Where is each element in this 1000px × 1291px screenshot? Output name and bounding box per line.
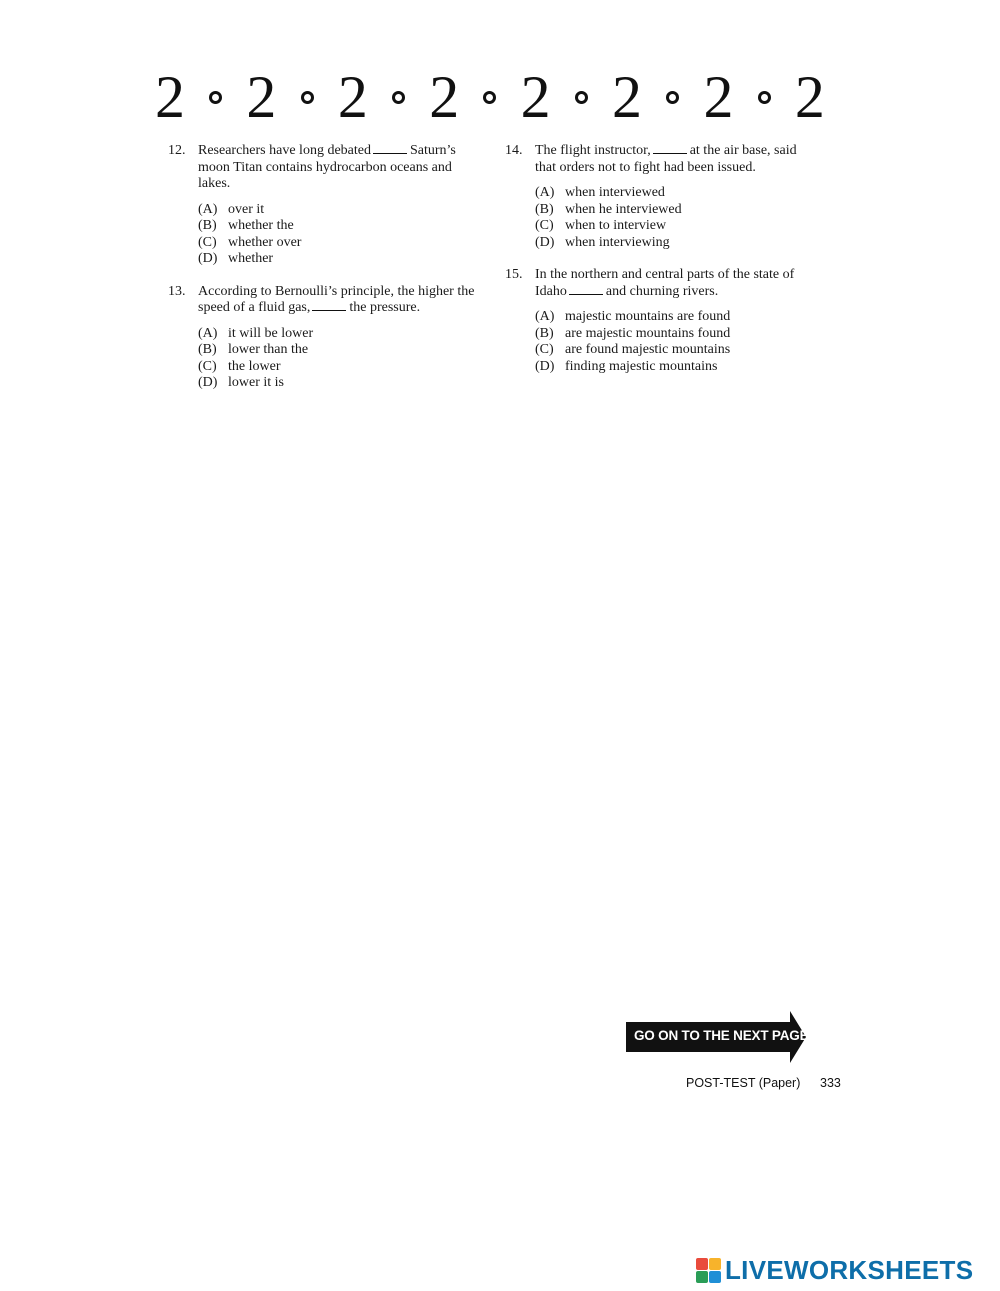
- banner-digit: 2: [337, 64, 368, 130]
- banner-ring-icon: [209, 91, 222, 104]
- banner-ring-icon: [483, 91, 496, 104]
- stem-text-after: and churning rivers.: [605, 283, 719, 299]
- stem-text-before: According to Bernoulli’s principle, the higher the speed of a fluid gas,: [198, 283, 475, 315]
- answer-blank: [569, 285, 603, 295]
- option-letter: (A): [535, 185, 555, 200]
- question-13: [168, 284, 478, 392]
- answer-options: [198, 202, 478, 268]
- stem-text-after: Saturn’s moon Titan contains hydrocarbon oceans and lakes.: [198, 143, 456, 191]
- question-number: 15.: [505, 267, 523, 282]
- brand-tile: [696, 1271, 708, 1283]
- question-stem: [198, 143, 478, 193]
- option-text: the lower: [228, 358, 281, 374]
- banner-digit: 2: [520, 64, 551, 130]
- option-text: whether: [228, 251, 274, 266]
- answer-option[interactable]: [535, 309, 815, 326]
- answer-option[interactable]: [198, 251, 478, 268]
- question-12: [168, 143, 478, 268]
- answer-options: [198, 326, 478, 392]
- banner-ring-icon: [575, 91, 588, 104]
- option-text: are majestic mountains found: [565, 325, 731, 341]
- option-letter: (C): [198, 358, 217, 374]
- option-letter: (A): [535, 309, 555, 324]
- go-on-next-page-arrow: [626, 1011, 809, 1063]
- stem-text-before: In the northern and central parts of the state of Idaho: [535, 267, 795, 299]
- answer-option[interactable]: [198, 235, 478, 252]
- banner-digit: 2: [155, 64, 185, 130]
- page-number: 333: [820, 1076, 841, 1090]
- question-stem: [535, 143, 815, 176]
- option-letter: (D): [535, 234, 555, 250]
- option-text: it will be lower: [228, 325, 314, 341]
- option-text: whether the: [228, 218, 294, 233]
- answer-blank: [373, 144, 407, 154]
- banner-ring-icon: [392, 91, 405, 104]
- banner-ring-icon: [666, 91, 679, 104]
- option-text: when interviewed: [565, 185, 665, 200]
- answer-option[interactable]: [535, 235, 815, 252]
- answer-options: [535, 309, 815, 375]
- option-letter: (D): [198, 375, 218, 390]
- option-text: finding majestic mountains: [565, 358, 718, 374]
- answer-option[interactable]: [535, 342, 815, 359]
- option-text: lower it is: [228, 375, 284, 390]
- answer-option[interactable]: [535, 218, 815, 235]
- answer-option[interactable]: [535, 359, 815, 376]
- option-text: over it: [228, 201, 265, 217]
- option-text: are found majestic mountains: [565, 342, 731, 357]
- question-stem: [198, 284, 478, 317]
- stem-text-after: the pressure.: [349, 300, 421, 315]
- answer-option[interactable]: [535, 185, 815, 202]
- question-column-right: [505, 143, 815, 391]
- option-letter: (A): [198, 201, 218, 217]
- option-letter: (A): [198, 325, 218, 341]
- stem-text-after: at the air base, said that orders not to fight had been issued.: [535, 143, 797, 175]
- question-column-left: [168, 143, 478, 408]
- banner-ring-icon: [301, 91, 314, 104]
- answer-blank: [653, 144, 687, 154]
- go-on-label: GO ON TO THE NEXT PAGE: [634, 1028, 809, 1043]
- answer-option[interactable]: [535, 202, 815, 219]
- answer-option[interactable]: [198, 375, 478, 392]
- brand-tiles-icon: [696, 1258, 721, 1283]
- brand-tile: [696, 1258, 708, 1270]
- option-letter: (B): [198, 342, 217, 357]
- option-text: when to interview: [565, 218, 667, 233]
- option-letter: (B): [535, 201, 554, 217]
- option-letter: (C): [535, 342, 554, 357]
- liveworksheets-logo: [696, 1254, 973, 1286]
- footer-section-label: POST-TEST (Paper): [686, 1076, 801, 1090]
- question-number: 12.: [168, 143, 186, 158]
- question-number: 14.: [505, 143, 523, 158]
- banner-digit: 2: [794, 64, 825, 130]
- option-text: majestic mountains are found: [565, 309, 731, 324]
- banner-ring-icon: [758, 91, 771, 104]
- answer-blank: [312, 301, 346, 311]
- option-text: whether over: [228, 234, 302, 250]
- answer-option[interactable]: [198, 202, 478, 219]
- banner-digit: 2: [246, 64, 277, 130]
- stem-text-before: Researchers have long debated: [198, 143, 371, 158]
- stem-text-before: The flight instructor,: [535, 143, 651, 158]
- section-banner: [155, 62, 825, 132]
- answer-option[interactable]: [198, 326, 478, 343]
- option-text: lower than the: [228, 342, 309, 357]
- banner-digit: 2: [703, 64, 734, 130]
- question-15: [505, 267, 815, 375]
- banner-digit: 2: [612, 64, 643, 130]
- answer-option[interactable]: [535, 326, 815, 343]
- option-letter: (C): [535, 218, 554, 233]
- answer-option[interactable]: [198, 359, 478, 376]
- option-letter: (B): [198, 218, 217, 233]
- brand-tile: [709, 1258, 721, 1270]
- option-text: when he interviewed: [565, 201, 682, 217]
- question-stem: [535, 267, 815, 300]
- answer-options: [535, 185, 815, 251]
- answer-option[interactable]: [198, 218, 478, 235]
- question-14: [505, 143, 815, 251]
- banner-digit: 2: [429, 64, 460, 130]
- option-letter: (D): [535, 358, 555, 374]
- option-letter: (C): [198, 234, 217, 250]
- option-letter: (D): [198, 251, 218, 266]
- answer-option[interactable]: [198, 342, 478, 359]
- brand-tile: [709, 1271, 721, 1283]
- question-number: 13.: [168, 283, 186, 299]
- option-letter: (B): [535, 325, 554, 341]
- option-text: when interviewing: [565, 234, 670, 250]
- brand-name: LIVEWORKSHEETS: [725, 1254, 974, 1285]
